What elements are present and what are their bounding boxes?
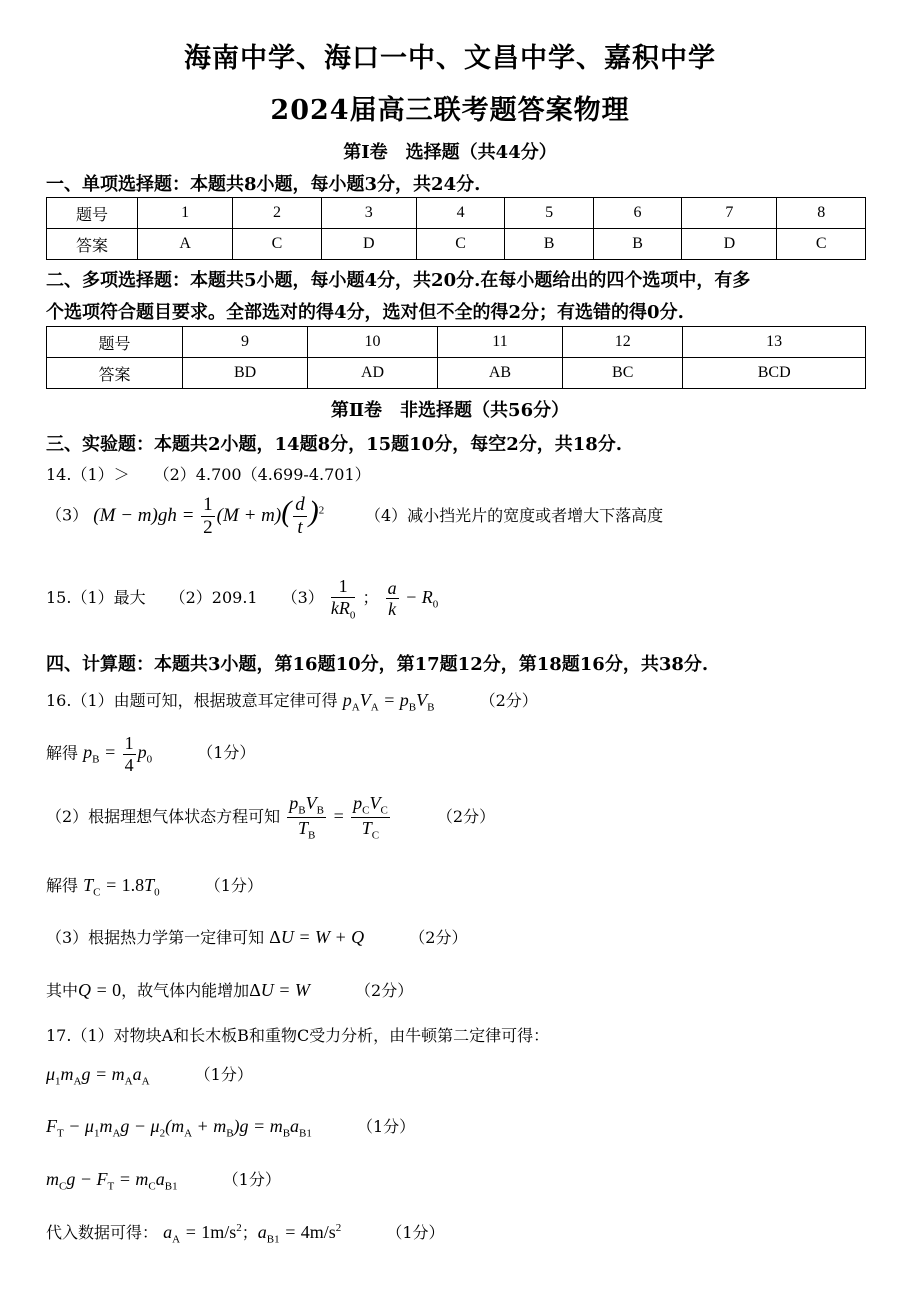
section2-heading-line2: 个选项符合题目要求。全部选对的得4分，选对但不全的得2分；有选错的得0分. [46,302,684,323]
score: （2分） [355,981,414,1000]
score: （2分） [409,928,468,947]
q16-6-text: ，故气体内能增加 [121,981,250,1000]
section4-heading: 四、计算题：本题共3小题，第16题10分，第17题12分，第18题16分，共38分. [46,654,709,675]
q16-line1 [46,688,538,714]
question-number: 2 [233,198,321,229]
answer-cell: C [777,229,866,260]
q14-energy-equation: (M − m)gh = $\frac{1}{2}$ (M + m)( $\frac{d}{t}$ )$^2$ [93,494,325,538]
q14-line1: 14.（1）＞ （2）4.700（4.699-4.701） [46,465,371,484]
q16-line4 [46,873,263,899]
score: （2分） [479,691,538,710]
score: （1分） [356,1117,416,1136]
q17-line1: 17.（1）对物块A和长木板B和重物C受力分析，由牛顿第二定律可得： [46,1026,550,1045]
score: （1分） [197,743,256,763]
q17-equation-b: $F_T - \mu_1m_Ag - \mu_2(m_A + m_B)g = m_Ba_{B1}$ [46,1116,312,1140]
q14-line2 [46,494,663,539]
q16-2-text: 解得 [46,743,79,763]
table-row [47,358,866,389]
single-choice-answer-table [46,197,866,260]
row-label-number: 题号 [47,327,183,358]
q16-line2 [46,733,255,775]
answer-cell: C [416,229,504,260]
table-row [47,327,866,358]
q14-part4: （4）减小挡光片的宽度或者增大下落高度 [364,505,664,525]
q17-5-text: 代入数据可得： [46,1223,159,1242]
q17-acceleration-a: $a_A = 1m/s^2$ [163,1222,242,1246]
q14-part3-label: （3） [46,505,89,525]
question-number: 4 [416,198,504,229]
q17-separator: ； [241,1223,258,1242]
answer-cell: BCD [683,358,866,389]
answer-cell: AB [437,358,562,389]
answer-cell: D [321,229,416,260]
q16-6-text: 其中 [46,981,79,1000]
multi-choice-answer-table [46,326,866,389]
question-number: 6 [593,198,681,229]
q15-separator: ； [362,588,379,608]
answer-cell: BD [183,358,308,389]
part2-heading: 第Ⅱ卷 非选择题（共56分） [330,400,570,421]
part1-heading: 第Ⅰ卷 选择题（共44分） [343,142,557,163]
q16-first-law: ΔU = W + Q [269,927,365,947]
row-label-number: 题号 [47,198,138,229]
q16-line5 [46,925,467,948]
q15-formula-2: $\frac{a}{k}$ − $R_0$ [387,577,439,620]
answer-cell: BC [563,358,683,389]
row-label-answer: 答案 [47,358,183,389]
q15-text: 15.（1）最大 （2）209.1 （3） [46,588,324,608]
answer-cell: B [505,229,593,260]
table-row [47,198,866,229]
question-number: 5 [505,198,593,229]
q17-line3 [46,1114,415,1140]
q16-line6 [46,978,413,1001]
answer-cell: C [233,229,321,260]
section2-heading-line1: 二、多项选择题：本题共5小题，每小题4分，共20分.在每小题给出的四个选项中，有多 [46,270,751,291]
q17-acceleration-b: $a_{B1} = 4m/s^2$ [257,1222,342,1246]
question-number: 12 [563,327,683,358]
q16-energy-increase: ΔU = W [249,980,310,1000]
exam-title-subject: 2024届高三联考题答案物理 [270,95,630,126]
question-number: 3 [321,198,416,229]
q17-line5 [46,1220,445,1246]
row-label-answer: 答案 [47,229,138,260]
question-number: 11 [437,327,562,358]
question-number: 7 [682,198,777,229]
answer-cell: AD [308,358,438,389]
q16-line3 [46,793,495,842]
question-number: 1 [138,198,233,229]
question-number: 9 [183,327,308,358]
q16-gas-equation: $\frac{p_BV_B}{T_B}$ = $\frac{p_CV_C}{T_C}$ [289,793,388,842]
score: （1分） [194,1065,253,1084]
q17-line2 [46,1062,253,1088]
question-number: 10 [308,327,438,358]
q16-pressure-result: $p_B$ = $\frac{1}{4}$ $p_0$ [83,733,153,775]
q16-1-text: 16.（1）由题可知，根据玻意耳定律可得 [46,691,338,710]
section3-heading: 三、实验题：本题共2小题，14题8分，15题10分，每空2分，共18分. [46,434,623,455]
score: （1分） [222,1170,281,1189]
question-number: 8 [777,198,866,229]
score: （1分） [386,1223,445,1242]
q16-4-text: 解得 [46,876,79,895]
q17-equation-c: $m_Cg - F_T = m_Ca_{B1}$ [46,1169,178,1193]
q16-temperature-result: $T_C = 1.8T_0$ [83,875,160,899]
answer-cell: B [593,229,681,260]
answer-cell: A [138,229,233,260]
section1-heading: 一、单项选择题：本题共8小题，每小题3分，共24分. [46,174,481,195]
q16-boyle-equation: $p_AV_A = p_BV_B$ [342,690,435,714]
score: （2分） [436,806,496,826]
exam-title-schools: 海南中学、海口一中、文昌中学、嘉积中学 [184,43,716,74]
score: （1分） [204,876,263,895]
q17-line4 [46,1167,281,1193]
q16-3-text: （2）根据理想气体状态方程可知 [46,806,281,826]
q15-formula-1: $\frac{1}{kR_0}$ [330,576,356,622]
table-row [47,229,866,260]
q15-line [46,576,438,622]
answer-cell: D [682,229,777,260]
question-number: 13 [683,327,866,358]
q17-equation-a: $\mu_1m_Ag = m_Aa_A$ [46,1064,150,1088]
q16-heat-zero: Q = 0 [78,980,122,1000]
q16-5-text: （3）根据热力学第一定律可知 [46,928,265,947]
